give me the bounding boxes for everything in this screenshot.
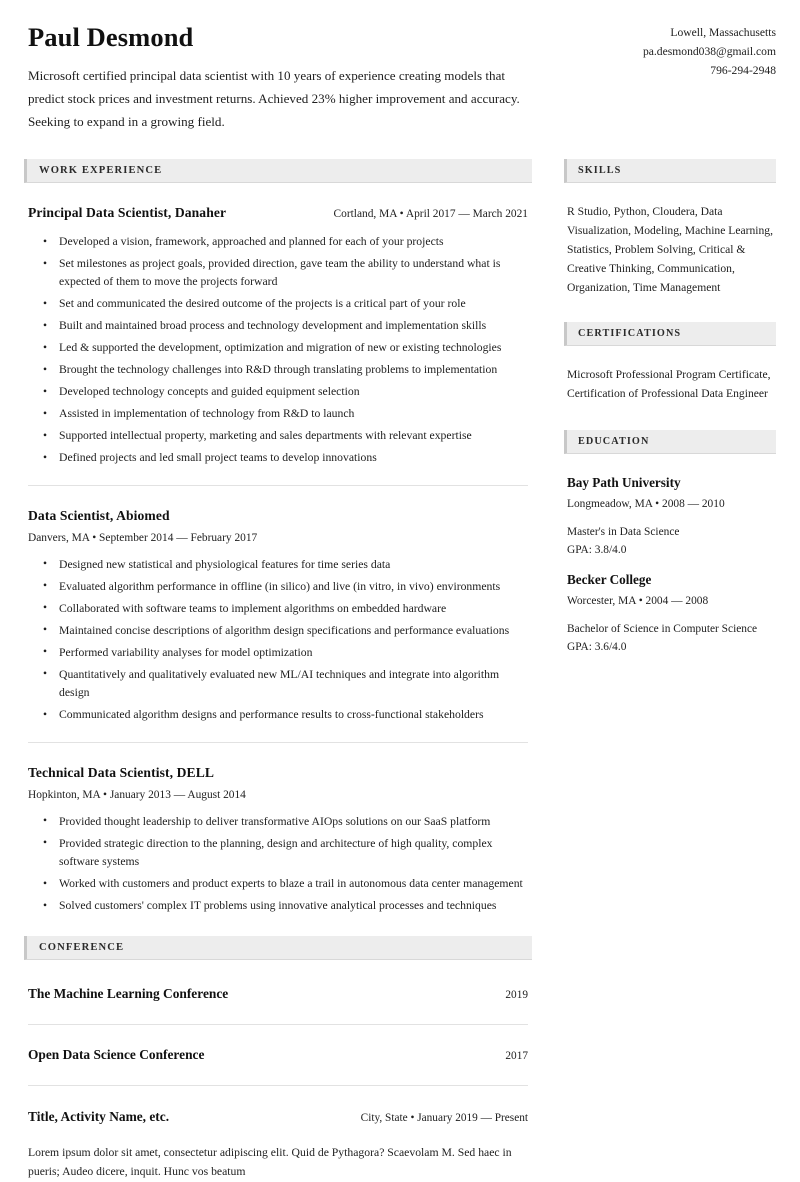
contact-phone[interactable]: 796-294-2948 [710,63,776,77]
list-item: • Provided thought leadership to deliver transformative AIOps solutions on our SaaS platform [48,813,528,831]
activity-title: Title, Activity Name, etc. [28,1108,170,1124]
contact-email[interactable]: pa.desmond038@gmail.com [642,44,776,58]
section-heading-work-experience: WORK EXPERIENCE [24,159,532,183]
work-entry-title: Data Scientist, Abiomed [28,507,170,523]
work-entry-meta: Hopkinton, MA • January 2013 — August 2014 [28,788,246,801]
work-entry-bullets [28,233,528,468]
work-entry-meta: Danvers, MA • September 2014 — February 2017 [28,531,258,544]
list-item: • Worked with customers and product experts to blaze a trail in autonomous data center management [48,875,528,893]
work-entry-meta: Cortland, MA • April 2017 — March 2021 [333,208,528,221]
list-item: • Built and maintained broad process and technology development and implementation skills [48,317,528,335]
work-entry [24,508,532,725]
work-entry-title: Principal Data Scientist, Danaher [28,205,227,221]
resume-header [24,22,776,133]
list-item: • Designed new statistical and physiological features for time series data [48,556,528,574]
contact-block [561,22,776,80]
entry-divider [28,1024,528,1025]
education-gpa: GPA: 3.8/4.0 [567,543,627,556]
section-heading-skills: SKILLS [564,159,776,183]
education-meta: Worcester, MA • 2004 — 2008 [567,595,709,608]
certifications-body: Microsoft Professional Program Certificate, Certification of Professional Data Engineer [567,368,771,401]
list-item: • Performed variability analyses for model optimization [48,644,528,662]
section-heading-certifications: CERTIFICATIONS [564,322,776,346]
list-item: • Defined projects and led small project teams to develop innovations [48,449,528,467]
section-heading-conference: CONFERENCE [24,936,532,960]
work-entry [24,765,532,916]
list-item: • Developed a vision, framework, approached and planned for each of your projects [48,233,528,251]
education-entry [564,475,776,559]
candidate-name: Paul Desmond [28,22,194,52]
work-entry-bullets [28,813,528,916]
list-item: • Assisted in implementation of technology from R&D to launch [48,405,528,423]
list-item: • Led & supported the development, optimization and migration of new or existing technologies [48,339,528,357]
content-columns [24,159,776,1182]
conference-entry [24,1047,532,1063]
list-item: • Developed technology concepts and guided equipment selection [48,383,528,401]
list-item: • Quantitatively and qualitatively evaluated new ML/AI techniques and integrate into algorithm design [48,666,528,703]
conference-title: The Machine Learning Conference [28,985,229,1001]
list-item: • Set and communicated the desired outcome of the projects is a critical part of your role [48,295,528,313]
list-item: • Communicated algorithm designs and performance results to cross-functional stakeholders [48,706,528,724]
main-column [24,159,532,1182]
skills-body: R Studio, Python, Cloudera, Data Visualization, Modeling, Machine Learning, Statistics, Problem Solving, Critical & Creative Thinking, Communication, Organization, Time Management [567,205,774,294]
section-heading-education: EDUCATION [564,430,776,454]
list-item: • Set milestones as project goals, provided direction, gave team the ability to understand what is expected of them to move the projects forward [48,255,528,292]
education-entry [564,572,776,656]
conference-year: 2019 [505,988,528,1001]
activity-meta: City, State • January 2019 — Present [360,1111,528,1124]
list-item: • Supported intellectual property, marketing and sales departments with relevant expertise [48,427,528,445]
education-meta: Longmeadow, MA • 2008 — 2010 [567,498,725,511]
list-item: • Collaborated with software teams to implement algorithms on embedded hardware [48,600,528,618]
list-item: • Provided strategic direction to the planning, design and architecture of high quality, complex software systems [48,835,528,872]
education-gpa: GPA: 3.6/4.0 [567,640,627,653]
header-left [28,22,548,133]
work-entry [24,205,532,468]
entry-divider [28,742,528,743]
conference-year: 2017 [505,1049,528,1062]
work-entry-head [28,205,528,221]
entry-divider [28,1085,528,1086]
work-entry-bullets [28,556,528,725]
activity-description: Lorem ipsum dolor sit amet, consectetur adipiscing elit. Quid de Pythagora? Scaevolam M. Sed haec in pueris; Audeo dicere, inquit. Hunc vos beatum [28,1145,512,1178]
list-item: • Brought the technology challenges into R&D through translating problems to implementation [48,361,528,379]
activity-entry [24,1109,532,1125]
conference-entry [24,986,532,1002]
list-item: • Maintained concise descriptions of algorithm design specifications and performance evaluations [48,622,528,640]
education-school: Bay Path University [567,475,681,491]
conference-title: Open Data Science Conference [28,1046,205,1062]
work-entry-title: Technical Data Scientist, DELL [28,764,215,780]
contact-location: Lowell, Massachusetts [670,26,776,39]
sidebar-column [564,159,776,656]
list-item: • Evaluated algorithm performance in offline (in silico) and live (in vitro, in vivo) environments [48,578,528,596]
education-school: Becker College [567,572,652,588]
education-degree: Master's in Data Science [567,525,680,538]
entry-divider [28,485,528,486]
professional-summary: Microsoft certified principal data scientist with 10 years of experience creating models that predict stock prices and investment returns. Achieved 23% higher improvement and accuracy. Seeking to expand in a growing field. [28,68,520,129]
education-degree: Bachelor of Science in Computer Science [567,622,758,635]
list-item: • Solved customers' complex IT problems using innovative analytical processes and techniques [48,897,528,915]
